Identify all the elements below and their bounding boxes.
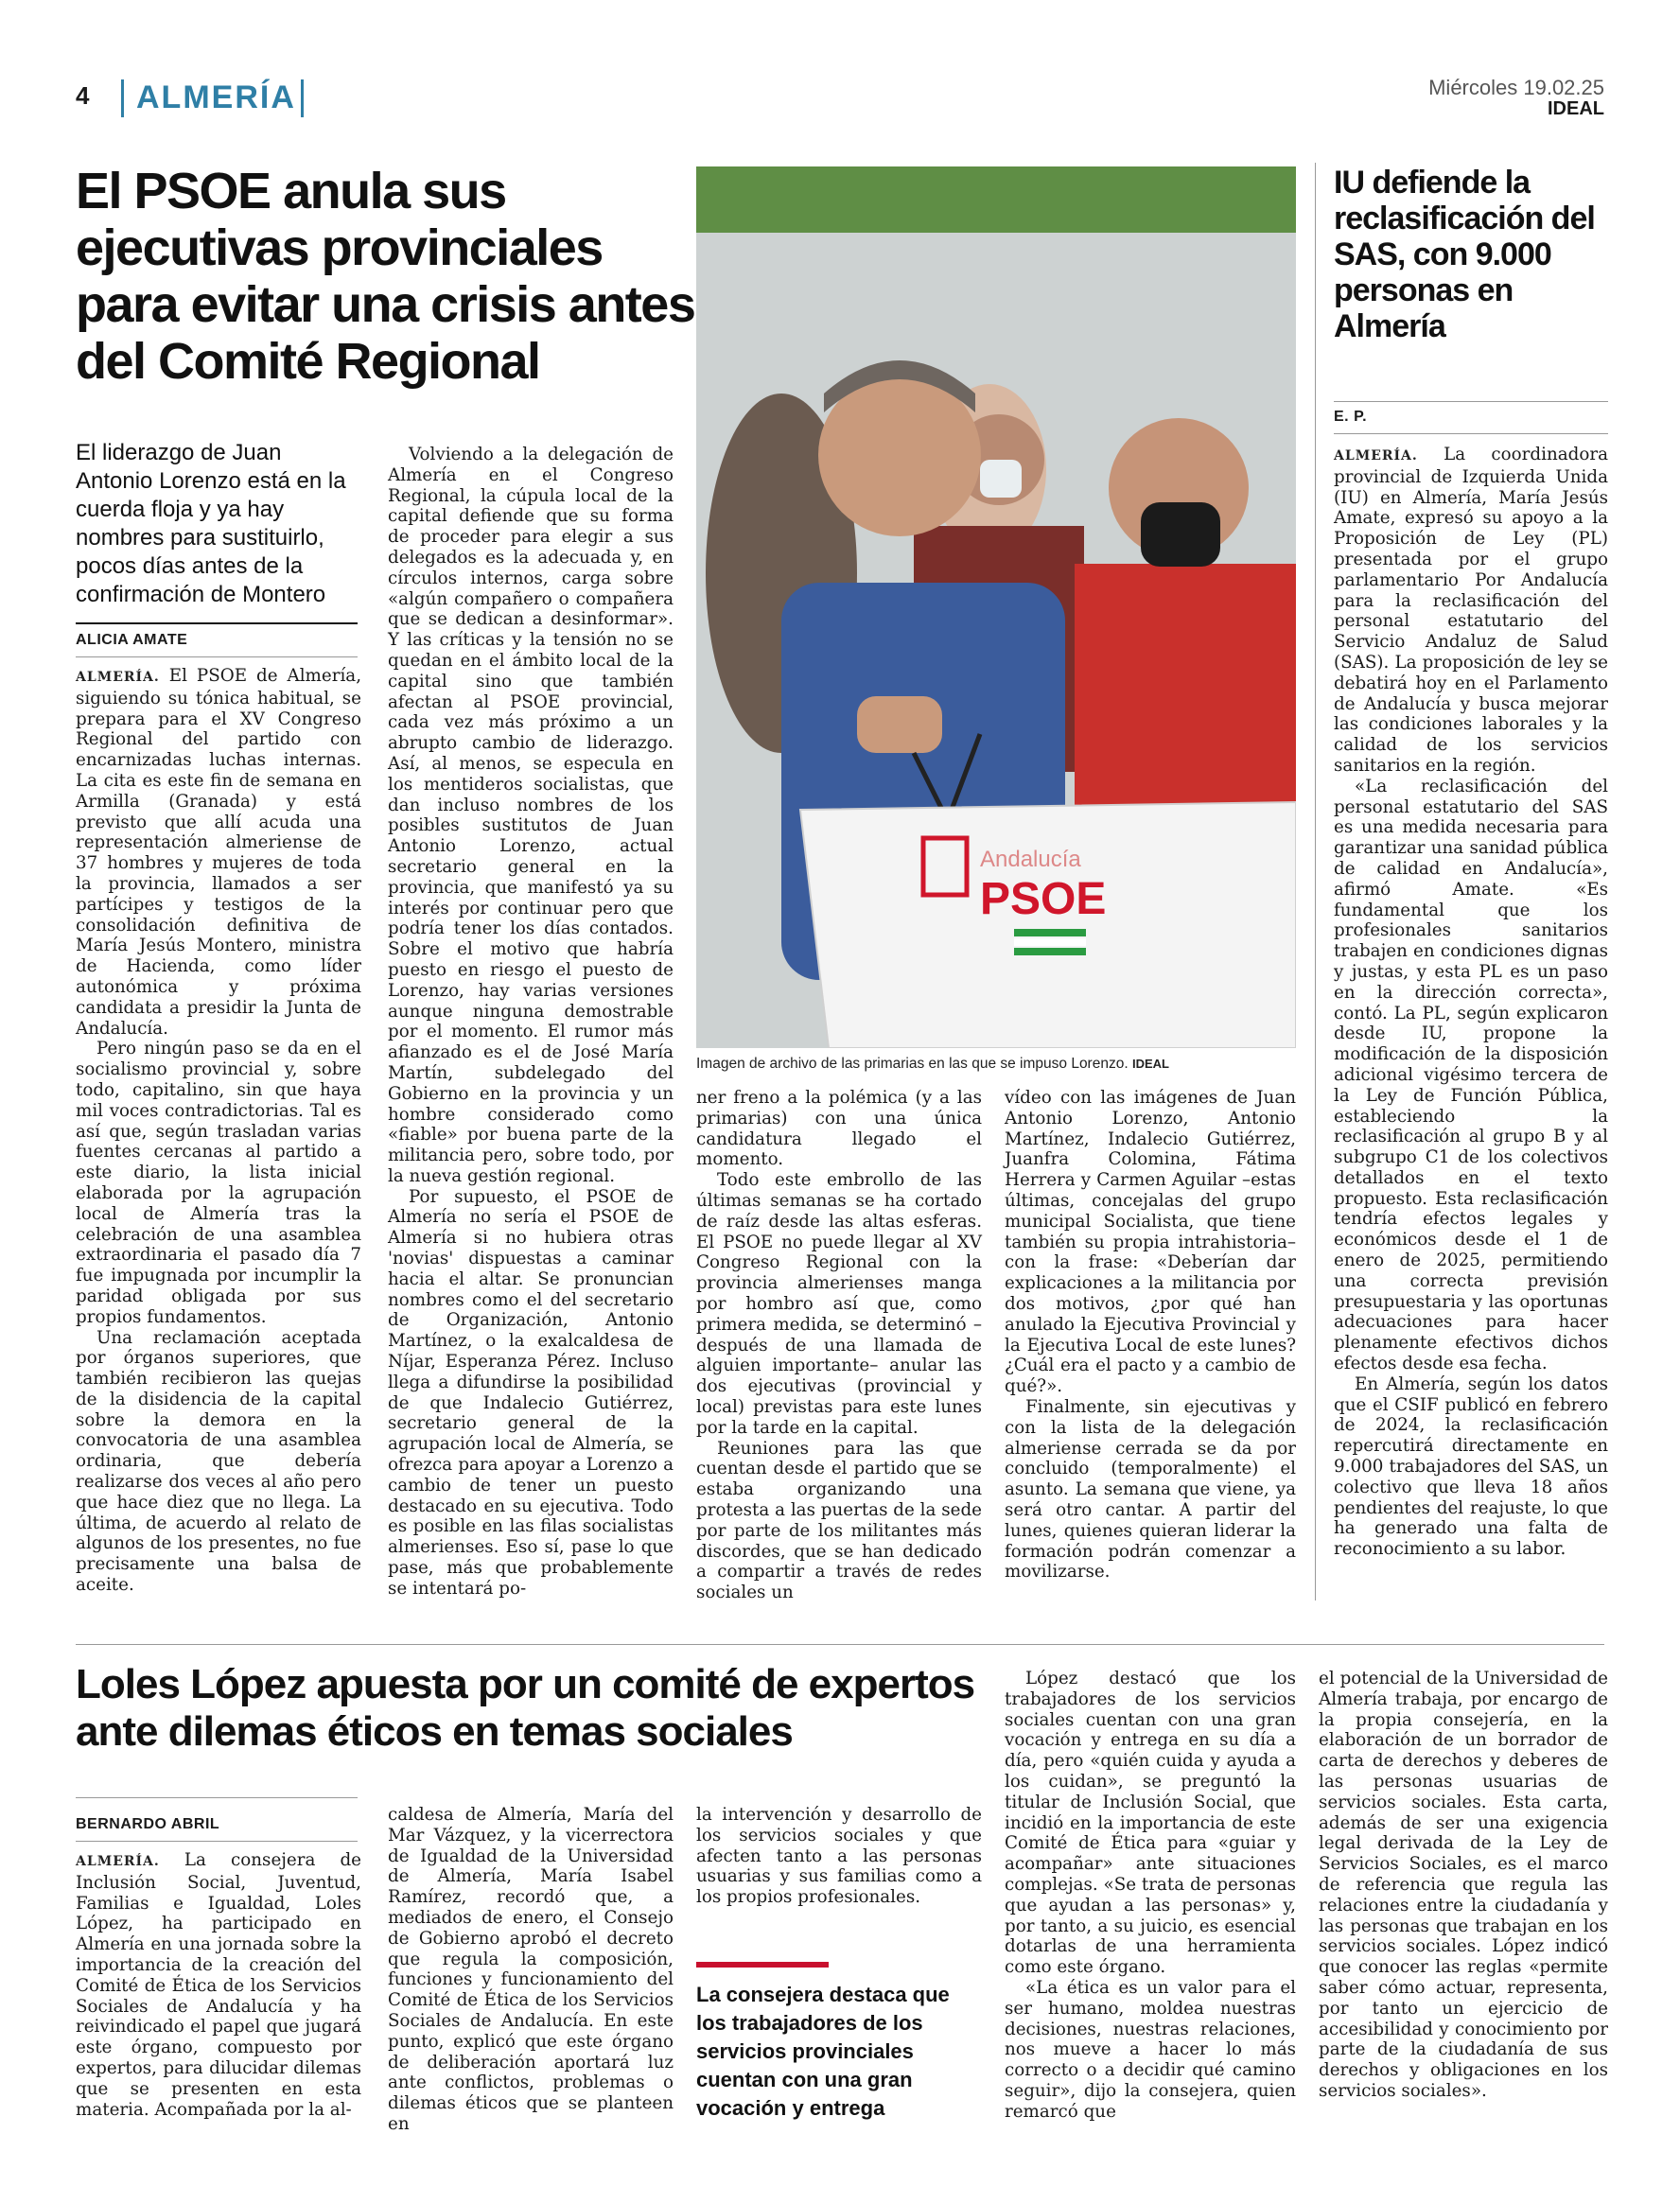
main-column-3 bbox=[696, 1088, 982, 1603]
photo-credit: IDEAL bbox=[1131, 1057, 1169, 1071]
bottom-headline: Loles López apuesta por un comité de expertos ante dilemas éticos en temas sociales bbox=[76, 1661, 975, 1755]
bottom-column-2 bbox=[388, 1805, 674, 2135]
lead-place: ALMERÍA. bbox=[76, 1854, 160, 1869]
article-photo bbox=[696, 166, 1296, 1048]
main-headline: El PSOE anula sus ejecutivas provinciales para evitar una crisis antes del Comité Regional bbox=[76, 163, 695, 390]
paragraph: La coordinadora provincial de Izquierda Unida (IU) en Almería, María Jesús Amate, expresó su apoyo a la Proposición de Ley (PL) presentada por el grupo parlamentario Por Andalucía para la reclasificación del personal estatutario del Servicio Andaluz de Salud (SAS). La proposición de ley se debatirá hoy en el Parlamento de Andalucía y busca mejorar las condiciones laborales y la calidad de los servicios sanitarios en la región. bbox=[1334, 445, 1608, 776]
caption-text: Imagen de archivo de las primarias en las que se impuso Lorenzo. bbox=[696, 1056, 1129, 1072]
main-column-4 bbox=[1005, 1088, 1296, 1583]
paragraph: Volviendo a la delegación de Almería en el Congreso Regional, la cúpula local de la capital defiende que su forma de proceder para elegir a sus delegados es la adecuada y, en círculos internos, carga sobre «algún compañero o compañera que se dedican a desinformar». Y las críticas y la tensión no se quedan en el ámbito local de la capital sino que también afectan al PSOE provincial, cada vez más próximo a un abrupto cambio de liderazgo. Así, al menos, se especula en los mentideros socialistas, que dan incluso nombres de los posibles sustitutos de Juan Antonio Lorenzo, actual secretario general en la provincia, que manifestó ya su interés por continuar pero que podría tener los días contados. Sobre el motivo que habría puesto en riesgo el puesto de Lorenzo, hay varias versiones aunque ninguna demostrable por el momento. El rumor más afianzado es el de José María Martín, subdelegado del Gobierno en la provincia y un hombre considerado como «fiable» por buena parte de la militancia pero, sobre todo, por la nueva gestión regional. bbox=[388, 445, 674, 1186]
paragraph: Reuniones para las que cuentan desde el partido que se estaba organizando una protesta a las puertas de la sede por parte de los militantes más discordes, que se han dedicado a compartir a través de redes sociales un bbox=[696, 1438, 982, 1603]
column-divider bbox=[1315, 163, 1316, 1601]
section-separator bbox=[76, 1644, 1604, 1645]
podium-label-party: PSOE bbox=[980, 874, 1107, 924]
page-number: 4 bbox=[76, 81, 90, 110]
photo-illustration bbox=[696, 166, 1296, 1048]
lead-place: ALMERÍA. bbox=[76, 670, 160, 685]
byline-rule bbox=[76, 1841, 358, 1842]
newspaper-name: IDEAL bbox=[1548, 98, 1604, 119]
paragraph: la intervención y desarrollo de los servicios sociales y que afecten tanto a las personas usuarias y sus familias como a los propios profesionales. bbox=[696, 1805, 982, 1908]
podium-label-region: Andalucía bbox=[980, 847, 1081, 872]
paragraph: En Almería, según los datos que el CSIF publicó en febrero de 2024, la reclasificación repercutirá directamente en 9.000 trabajadores del SAS, un colectivo que lleva 18 años pendientes del reajuste, lo que ha generado una falta de reconocimiento a su labor. bbox=[1334, 1373, 1608, 1560]
byline-rule bbox=[1334, 433, 1608, 434]
photo-caption bbox=[696, 1056, 1302, 1073]
paragraph: Pero ningún paso se da en el socialismo provincial y, sobre todo, capitalino, sin que haya mil voces contradictorias. Tal es así que, según trasladan varias fuentes cercanas al partido a este diario, la lista inicial elaborada por la agrupación local de Almería tras la celebración de una asamblea extraordinaria el pasado día 7 fue impugnada por incumplir la paridad obligada por sus propios fundamentos. bbox=[76, 1039, 361, 1327]
main-column-2 bbox=[388, 445, 674, 1600]
byline-rule bbox=[76, 622, 358, 624]
side-byline: E. P. bbox=[1334, 409, 1368, 425]
issue-date: Miércoles 19.02.25 bbox=[1428, 76, 1604, 99]
paragraph: «La ética es un valor para el ser humano, moldea nuestras decisiones, nuestras relaciones, nos mueve a hacer lo más correcto o a decidir qué camino seguir», dijo la consejera, quien remarcó que bbox=[1005, 1977, 1296, 2122]
section-divider bbox=[301, 79, 304, 117]
section-divider bbox=[121, 79, 124, 117]
lead-place: ALMERÍA. bbox=[1334, 448, 1418, 464]
section-title: ALMERÍA bbox=[136, 79, 296, 115]
paragraph: El PSOE de Almería, siguiendo su tónica habitual, se prepara para el XV Congreso Regional del partido con encarnizadas luchas internas. La cita es este fin de semana en Armilla (Granada) y está previsto que allí acuda una representación almeriense de 37 hombres y mujeres de toda la provincia, llamados a ser partícipes y testigos de la consolidación definitiva de María Jesús Montero, ministra de Hacienda, como líder autonómica y próxima candidata a presidir la Junta de Andalucía. bbox=[76, 666, 362, 1039]
bottom-column-5 bbox=[1319, 1669, 1608, 2102]
bottom-column-3 bbox=[696, 1805, 982, 1908]
paragraph: López destacó que los trabajadores de los servicios sociales cuentan con una gran vocación y entrega en su día a día, pero «quién cuida y ayuda a los cuidan», se preguntó la titular de Inclusión Social, que incidió en la importancia de este Comité de Ética para «guiar y acompañar» ante situaciones complejas. «Se trata de personas que ayudan a las personas» y, por tanto, a su juicio, es esencial dotarlas de una herramienta como este órgano. bbox=[1005, 1669, 1296, 1978]
paragraph: ner freno a la polémica (y a las primarias) con una única candidatura llegado el momento. bbox=[696, 1088, 982, 1170]
paragraph: La consejera de Inclusión Social, Juventud, Familias e Igualdad, Loles López, ha participado en Almería en una jornada sobre la importancia de la creación del Comité de Ética de los Servicios Sociales de Andalucía y ha reivindicado el papel que jugará este órgano, compuesto por expertos, para dilucidar dilemas que se presenten en esta materia. Acompañada por la al- bbox=[76, 1850, 362, 2120]
paragraph: caldesa de Almería, María del Mar Vázquez, y la vicerrectora de Igualdad de la Universidad de Almería, María Isabel Ramírez, recordó que, a mediados de enero, el Consejo de Gobierno aprobó el decreto que regula la composición, funciones y funcionamiento del Comité de Ética de los Servicios Sociales de Andalucía. En este punto, explicó que este órgano de deliberación aportará luz ante conflictos, problemas o dilemas éticos que se planteen en bbox=[388, 1805, 674, 2134]
paragraph: vídeo con las imágenes de Juan Antonio Lorenzo, Antonio Martínez, Indalecio Gutiérrez, Juanfra Colomina, Fátima Herrera y Carmen Aguilar –estas últimas, concejalas del grupo municipal Socialista, que tiene también su propia intrahistoria– con la frase: «Deberían dar explicaciones a la militancia por dos motivos, ¿por qué han anulado la Ejecutiva Provincial y la Ejecutiva Local de este lunes? ¿Cuál era el pacto y a cambio de qué?». bbox=[1005, 1088, 1296, 1397]
paragraph: «La reclasificación del personal estatutario del SAS es una medida necesaria para garantizar una sanidad pública de calidad en Andalucía», afirmó Amate. «Es fundamental que los profesionales sanitarios trabajen en condiciones dignas y justas, y esta PL es un paso en la dirección correcta», contó. La PL, según explicaron desde IU, propone la modificación de la disposición adicional vigésimo tercera de la Ley de Función Pública, estableciendo la reclasificación al grupo B y al subgrupo C1 de los colectivos detallados en el texto propuesto. Esta reclasificación tendría efectos legales y económicos desde el 1 de enero de 2025, permitiendo una correcta previsión presupuestaria y las oportunas adecuaciones para hacer plenamente efectivos dichos efectos desde esa fecha. bbox=[1334, 776, 1608, 1374]
main-byline: ALICIA AMATE bbox=[76, 632, 188, 648]
side-headline: IU defiende la reclasificación del SAS, con 9.000 personas en Almería bbox=[1334, 165, 1595, 344]
pull-quote: La consejera destaca que los trabajadores de los servicios provinciales cuentan con una gran vocación y entrega bbox=[696, 1983, 950, 2120]
side-column bbox=[1334, 445, 1608, 1560]
bottom-byline: BERNARDO ABRIL bbox=[76, 1816, 220, 1832]
main-deck: El liderazgo de Juan Antonio Lorenzo está en la cuerda floja y ya hay nombres para sustituirlo, pocos días antes de la confirmación de Montero bbox=[76, 440, 346, 607]
paragraph: Todo este embrollo de las últimas semanas se ha cortado de raíz desde las altas esferas. El PSOE no puede llegar al XV Congreso Regional con la provincia almerienses manga por hombro así que, como primera medida, se determinó –después de una llamada de alguien importante– anular las dos ejecutivas (provincial y local) previstas para este lunes por la tarde en la capital. bbox=[696, 1170, 982, 1438]
paragraph: Una reclamación aceptada por órganos superiores, que también recibieron las quejas de la disidencia de la capital sobre la demora en la convocatoria de una asamblea ordinaria, que debería realizarse dos veces al año pero que hace diez que no llega. La última, de acuerdo al relato de algunos de los presentes, no fue precisamente una balsa de aceite. bbox=[76, 1327, 361, 1596]
main-column-1 bbox=[76, 666, 361, 1596]
paragraph: Finalmente, sin ejecutivas y con la lista de la delegación almeriense cerrada se da por concluido (temporalmente) el asunto. La semana que viene, ya será otro cantar. A partir del lunes, quienes quieran liderar la formación podrán comenzar a movilizarse. bbox=[1005, 1396, 1296, 1583]
byline-rule bbox=[1334, 401, 1608, 402]
byline-rule bbox=[76, 1797, 358, 1798]
pull-quote-accent bbox=[696, 1962, 829, 1968]
bottom-column-1 bbox=[76, 1850, 361, 2120]
bottom-column-4 bbox=[1005, 1669, 1296, 2123]
byline-rule bbox=[76, 656, 358, 657]
paragraph: Por supuesto, el PSOE de Almería no sería el PSOE de Almería si no hubiera otras 'novias' dispuestas a caminar hacia el altar. Se pronuncian nombres como el del secretario de Organización, Antonio Martínez, o la exalcaldesa de Níjar, Esperanza Pérez. Incluso llega a difundirse la posibilidad de que Indalecio Gutiérrez, secretario general de la agrupación local de Almería, se ofrezca para apoyar a Lorenzo a cambio de tener un puesto destacado en su ejecutiva. Todo es posible en las filas socialistas almerienses. Eso sí, pase lo que pase, más que probablemente se intentará po- bbox=[388, 1186, 674, 1599]
paragraph: el potencial de la Universidad de Almería trabaja, por encargo de la propia consejería, en la elaboración de un borrador de carta de derechos y deberes de las personas usuarias de servicios sociales. Esta carta, además de ser una exigencia legal derivada de la Ley de Servicios Sociales, es el marco de referencia que regula las relaciones entre la ciudadanía y las personas que trabajan en los servicios sociales. López indicó que conocer las reglas «permite saber cómo actuar, representa, por tanto un ejercicio de accesibilidad y conocimiento por parte de la ciudadanía de sus derechos y obligaciones en los servicios sociales». bbox=[1319, 1669, 1608, 2101]
